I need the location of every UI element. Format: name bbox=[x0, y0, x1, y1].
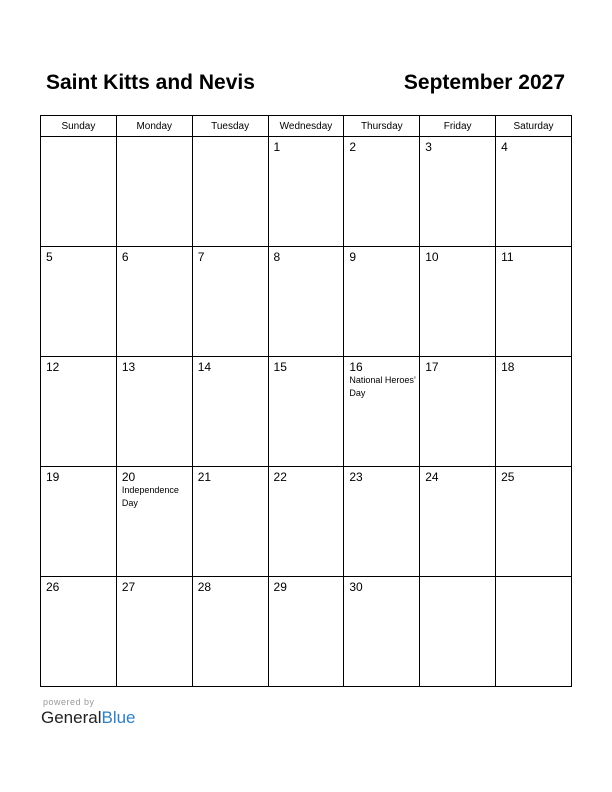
day-number: 18 bbox=[501, 360, 515, 374]
day-number: 17 bbox=[425, 360, 439, 374]
day-number: 2 bbox=[349, 140, 357, 154]
day-cell bbox=[344, 357, 420, 467]
day-cell bbox=[116, 247, 192, 357]
week-row bbox=[41, 467, 572, 577]
weekday-header: Wednesday bbox=[268, 116, 344, 137]
day-cell bbox=[420, 467, 496, 577]
day-cell bbox=[344, 467, 420, 577]
calendar-country-title: Saint Kitts and Nevis bbox=[46, 71, 255, 94]
day-number: 7 bbox=[197, 250, 205, 264]
calendar-grid bbox=[40, 115, 572, 687]
day-number: 16 bbox=[349, 360, 363, 374]
day-cell bbox=[420, 577, 496, 687]
day-cell bbox=[192, 357, 268, 467]
day-number: 3 bbox=[425, 140, 432, 154]
weekday-header: Monday bbox=[116, 116, 192, 137]
day-cell bbox=[496, 467, 572, 577]
powered-by-label: powered by bbox=[43, 697, 95, 707]
day-cell bbox=[496, 357, 572, 467]
day-number: 12 bbox=[46, 360, 60, 374]
week-row bbox=[41, 137, 572, 247]
day-number: 8 bbox=[273, 250, 281, 264]
day-cell bbox=[420, 357, 496, 467]
day-cell bbox=[420, 247, 496, 357]
week-row bbox=[41, 357, 572, 467]
day-cell bbox=[192, 577, 268, 687]
day-number: 20 bbox=[121, 470, 136, 484]
day-cell bbox=[496, 137, 572, 247]
day-cell bbox=[116, 357, 192, 467]
day-number: 29 bbox=[273, 580, 287, 594]
day-number bbox=[193, 137, 268, 140]
day-number: 22 bbox=[273, 470, 287, 484]
day-cell bbox=[116, 577, 192, 687]
day-number: 23 bbox=[349, 470, 363, 484]
day-cell bbox=[344, 137, 420, 247]
weekday-header: Tuesday bbox=[192, 116, 268, 137]
day-number: 26 bbox=[46, 580, 60, 594]
day-number: 30 bbox=[349, 580, 363, 594]
day-cell bbox=[268, 137, 344, 247]
day-cell bbox=[116, 467, 192, 577]
day-cell bbox=[192, 247, 268, 357]
day-number: 4 bbox=[501, 140, 508, 154]
day-cell bbox=[420, 137, 496, 247]
weekday-header: Friday bbox=[420, 116, 496, 137]
day-cell bbox=[192, 137, 268, 247]
day-cell bbox=[268, 577, 344, 687]
week-row bbox=[41, 247, 572, 357]
weekday-header: Sunday bbox=[41, 116, 117, 137]
day-cell bbox=[344, 247, 420, 357]
day-number: 21 bbox=[197, 470, 212, 484]
day-number: 5 bbox=[46, 250, 53, 264]
day-number bbox=[41, 137, 116, 140]
day-number: 1 bbox=[273, 140, 281, 154]
brand-general-text: General bbox=[41, 708, 102, 727]
day-cell bbox=[344, 577, 420, 687]
day-cell bbox=[192, 467, 268, 577]
day-cell bbox=[268, 467, 344, 577]
day-number: 9 bbox=[349, 250, 357, 264]
day-number bbox=[420, 577, 495, 580]
day-number: 15 bbox=[273, 360, 287, 374]
day-number: 24 bbox=[425, 470, 439, 484]
day-cell bbox=[41, 137, 117, 247]
holiday-label: Independence Day bbox=[121, 485, 179, 508]
day-cell bbox=[41, 577, 117, 687]
day-cell bbox=[268, 247, 344, 357]
day-cell bbox=[116, 137, 192, 247]
day-number: 19 bbox=[46, 470, 60, 484]
week-row bbox=[41, 577, 572, 687]
holiday-label: National Heroes’ Day bbox=[349, 375, 416, 398]
day-cell bbox=[268, 357, 344, 467]
day-cell bbox=[41, 467, 117, 577]
day-number bbox=[496, 577, 571, 580]
day-cell bbox=[496, 577, 572, 687]
day-number: 25 bbox=[501, 470, 515, 484]
day-number: 13 bbox=[121, 360, 136, 374]
day-cell bbox=[496, 247, 572, 357]
day-number: 10 bbox=[425, 250, 439, 264]
calendar-month-title: September 2027 bbox=[403, 71, 565, 94]
day-number: 28 bbox=[197, 580, 212, 594]
generalblue-logo[interactable] bbox=[41, 708, 136, 728]
day-cell bbox=[41, 357, 117, 467]
day-cell bbox=[41, 247, 117, 357]
weekday-header: Thursday bbox=[344, 116, 420, 137]
day-number: 27 bbox=[121, 580, 136, 594]
day-number bbox=[117, 137, 192, 140]
weekday-header-row bbox=[41, 116, 572, 137]
day-number: 11 bbox=[501, 250, 514, 264]
weekday-header: Saturday bbox=[496, 116, 572, 137]
day-number: 6 bbox=[121, 250, 129, 264]
day-number: 14 bbox=[197, 360, 212, 374]
brand-blue-text: Blue bbox=[101, 708, 136, 727]
